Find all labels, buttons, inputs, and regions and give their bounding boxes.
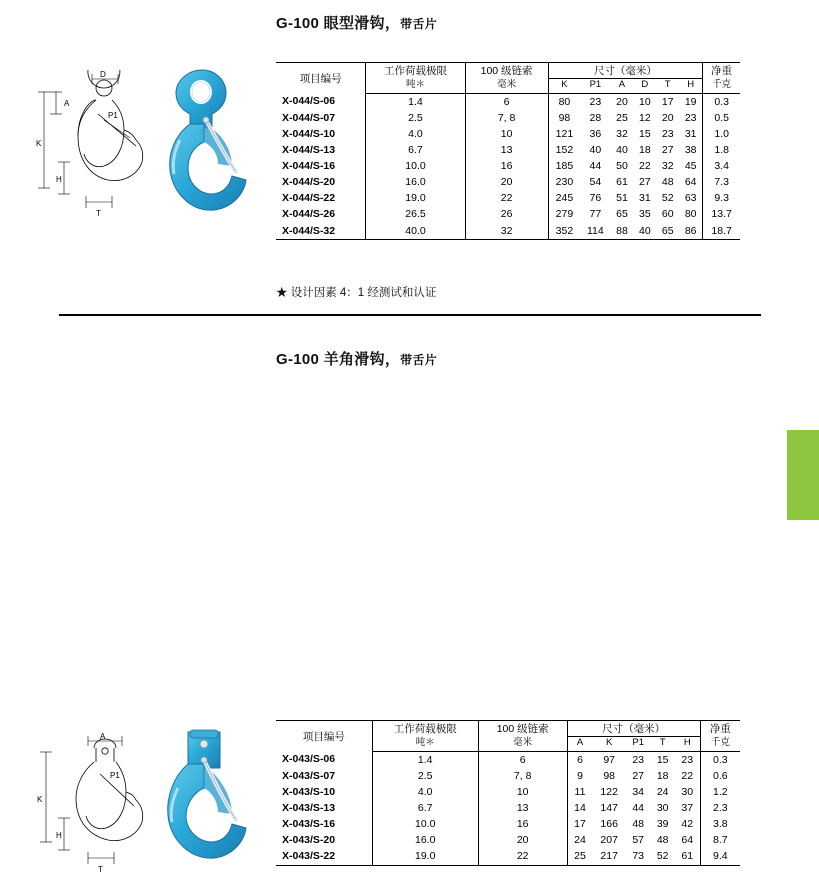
cell-dim-P1: 48 [632, 818, 645, 830]
cell-chain: 7, 8 [465, 110, 548, 126]
col-header-code: 项目编号 [276, 721, 372, 752]
dim-col-H: H [675, 737, 700, 752]
cell-dim-H: 38 [684, 143, 697, 156]
cell-dim-H: 64 [681, 834, 694, 847]
cell-chain: 22 [465, 191, 548, 207]
cell-dim-T: 52 [661, 192, 674, 205]
cell-dim-K: 122 [600, 785, 618, 798]
dim-label-A: A [100, 732, 106, 741]
cell-dim-P1: 54 [589, 176, 602, 189]
cell-wll: 4.0 [417, 785, 433, 798]
col-header-wll: 工作荷载极限 [366, 63, 465, 79]
cell-dim-A: 88 [611, 223, 634, 240]
cell-dim-K: 98 [603, 769, 615, 782]
cell-chain: 10 [465, 126, 548, 142]
table-row [276, 94, 740, 111]
cell-dim-A: 17 [567, 817, 592, 833]
table-row [276, 768, 740, 784]
cell-code: X-044/S-07 [276, 110, 366, 126]
cell-chain: 6 [478, 752, 567, 769]
dim-col-H: H [679, 79, 703, 94]
cell-dim-T: 48 [661, 176, 674, 189]
cell-dim-A: 65 [616, 208, 628, 221]
cell-dim-T: 23 [661, 127, 674, 140]
cell-dim-D: 27 [638, 176, 651, 189]
cell-weight: 0.3 [700, 752, 740, 769]
cell-code: X-043/S-16 [276, 817, 372, 833]
col-unit-wll: 吨＊ [366, 79, 465, 94]
section-title-sub: 带舌片 [400, 17, 438, 31]
cell-dim-A: 32 [616, 127, 628, 140]
col-header-chain: 100 级链索 [478, 721, 567, 737]
cell-dim-P1: 114 [580, 223, 610, 240]
cell-dim-K: 97 [603, 753, 615, 766]
cell-dim-T: 27 [661, 143, 674, 156]
cell-dim-P1: 76 [589, 192, 602, 205]
cell-weight: 7.3 [703, 175, 740, 191]
dim-label-A: A [64, 99, 70, 108]
cell-wll: 19.0 [405, 192, 426, 205]
cell-dim-T: 48 [656, 834, 669, 847]
cell-weight: 1.8 [703, 142, 740, 158]
spec-table-eye-sling-hook [276, 62, 740, 240]
col-header-dims: 尺寸（毫米） [567, 721, 700, 737]
cell-code: X-043/S-06 [276, 752, 372, 769]
col-header-code: 项目编号 [276, 63, 366, 94]
section-title-main: G-100 眼型滑钩， [276, 15, 401, 32]
cell-dim-K: 185 [548, 159, 580, 175]
section-title-sub: 带舌片 [400, 353, 438, 367]
cell-dim-K: 147 [600, 801, 618, 814]
section-title-main: G-100 羊角滑钩， [276, 351, 401, 368]
dim-col-D: D [633, 79, 656, 94]
product-photo-clevis-sling-hook [150, 722, 265, 872]
cell-code: X-043/S-10 [276, 784, 372, 800]
cell-chain: 6 [465, 94, 548, 111]
cell-wll: 26.5 [405, 208, 426, 221]
color-swatch-green [787, 430, 819, 520]
cell-chain: 13 [465, 142, 548, 158]
table-row [276, 784, 740, 800]
cell-dim-A: 51 [616, 192, 628, 205]
cell-chain: 13 [478, 800, 567, 816]
cell-dim-H: 45 [684, 160, 697, 172]
cell-code: X-044/S-10 [276, 126, 366, 142]
col-unit-chain: 毫米 [478, 737, 567, 752]
cell-weight: 1.0 [703, 126, 740, 142]
cell-dim-H: 37 [681, 801, 694, 814]
cell-code: X-044/S-26 [276, 207, 366, 223]
table-row [276, 833, 740, 849]
col-header-weight: 净重 [700, 721, 740, 737]
col-header-weight: 净重 [703, 63, 740, 79]
table-row [276, 207, 740, 223]
cell-dim-T: 39 [656, 818, 669, 830]
cell-wll: 40.0 [366, 223, 465, 240]
cell-code: X-044/S-22 [276, 191, 366, 207]
cell-dim-H: 63 [684, 192, 697, 205]
cell-dim-D: 18 [638, 143, 651, 156]
cell-weight: 8.7 [700, 833, 740, 849]
cell-chain: 26 [465, 207, 548, 223]
table-row [276, 817, 740, 833]
cell-wll: 19.0 [372, 849, 478, 866]
dim-label-K: K [36, 139, 42, 148]
cell-chain: 20 [478, 833, 567, 849]
spec-table-clevis-sling-hook [276, 720, 740, 866]
cell-wll: 1.4 [417, 753, 433, 766]
cell-dim-P1: 28 [589, 111, 602, 124]
cell-weight: 9.3 [703, 191, 740, 207]
cell-chain: 16 [478, 817, 567, 833]
dim-col-T: T [650, 737, 674, 752]
cell-dim-A: 9 [567, 768, 592, 784]
cell-wll: 10.0 [414, 818, 436, 830]
footnote-design-factor [276, 284, 436, 300]
cell-weight: 13.7 [703, 207, 740, 223]
dim-col-P1: P1 [626, 737, 650, 752]
cell-code: X-043/S-07 [276, 768, 372, 784]
cell-chain: 7, 8 [478, 768, 567, 784]
cell-dim-K: 217 [592, 849, 626, 866]
cell-chain: 10 [478, 784, 567, 800]
product-section-eye-sling-hook [0, 0, 819, 320]
cell-dim-P1: 77 [589, 208, 602, 221]
cell-dim-D: 35 [638, 208, 651, 221]
cell-dim-P1: 73 [626, 849, 650, 866]
cell-code: X-043/S-22 [276, 849, 372, 866]
cell-dim-P1: 23 [632, 753, 645, 766]
cell-dim-K: 152 [548, 142, 580, 158]
section-title [276, 12, 437, 33]
cell-dim-P1: 44 [589, 160, 602, 172]
cell-dim-T: 30 [656, 801, 669, 814]
col-header-wll: 工作荷载极限 [372, 721, 478, 737]
cell-dim-D: 12 [638, 111, 651, 124]
cell-dim-H: 22 [681, 769, 694, 782]
table-row [276, 159, 740, 175]
cell-chain: 16 [465, 159, 548, 175]
cell-dim-T: 65 [656, 223, 679, 240]
dim-label-H: H [56, 831, 62, 840]
cell-wll: 2.5 [417, 769, 433, 782]
cell-weight: 3.4 [703, 159, 740, 175]
cell-dim-P1: 23 [589, 95, 602, 108]
dim-col-P1: P1 [580, 79, 610, 94]
table-row [276, 142, 740, 158]
table-row [276, 752, 740, 769]
col-unit-weight: 千克 [703, 79, 740, 94]
cell-dim-A: 14 [567, 800, 592, 816]
cell-dim-P1: 44 [632, 801, 645, 814]
cell-dim-H: 64 [684, 176, 697, 189]
cell-dim-H: 31 [684, 127, 697, 140]
dim-label-P1: P1 [110, 771, 120, 780]
cell-dim-T: 60 [661, 208, 674, 221]
spec-table-body [276, 94, 740, 240]
cell-dim-K: 207 [600, 834, 618, 847]
cell-dim-D: 22 [638, 160, 651, 172]
cell-wll: 1.4 [408, 95, 423, 108]
cell-dim-A: 25 [616, 111, 628, 124]
cell-dim-H: 30 [681, 785, 694, 798]
product-photo-eye-sling-hook [150, 62, 265, 222]
cell-dim-K: 245 [548, 191, 580, 207]
spec-table-body [276, 752, 740, 866]
dim-col-A: A [567, 737, 592, 752]
cell-weight: 18.7 [703, 223, 740, 240]
cell-dim-A: 20 [616, 95, 628, 108]
cell-wll: 6.7 [408, 143, 423, 156]
cell-dim-K: 230 [548, 175, 580, 191]
dim-col-T: T [656, 79, 679, 94]
cell-dim-T: 18 [656, 769, 669, 782]
cell-dim-D: 31 [638, 192, 651, 205]
cell-wll: 16.0 [405, 176, 426, 189]
cell-dim-H: 80 [684, 208, 697, 221]
cell-weight: 0.3 [703, 94, 740, 111]
cell-dim-K: 121 [548, 126, 580, 142]
col-header-dims: 尺寸（毫米） [548, 63, 703, 79]
cell-dim-D: 10 [638, 95, 651, 108]
cell-dim-H: 86 [679, 223, 703, 240]
cell-dim-H: 19 [684, 95, 697, 108]
dim-label-T: T [96, 209, 101, 218]
cell-dim-A: 40 [616, 143, 628, 156]
cell-dim-D: 40 [633, 223, 656, 240]
section-title [276, 348, 437, 369]
product-section-clevis-sling-hook [0, 322, 819, 872]
cell-dim-D: 15 [638, 127, 651, 140]
cell-dim-A: 6 [567, 752, 592, 769]
cell-dim-A: 25 [567, 849, 592, 866]
cell-dim-P1: 34 [632, 785, 645, 798]
cell-wll: 6.7 [417, 801, 433, 814]
cell-dim-K: 352 [548, 223, 580, 240]
dim-label-P1: P1 [108, 111, 118, 120]
dim-col-K: K [592, 737, 626, 752]
cell-code: X-044/S-32 [276, 223, 366, 240]
cell-weight: 1.2 [700, 784, 740, 800]
cell-wll: 2.5 [408, 111, 423, 124]
cell-dim-T: 52 [650, 849, 674, 866]
dim-label-H: H [56, 175, 62, 184]
dim-label-T: T [98, 865, 103, 872]
cell-weight: 9.4 [700, 849, 740, 866]
cell-dim-H: 61 [675, 849, 700, 866]
cell-code: X-044/S-06 [276, 94, 366, 111]
dim-label-D: D [100, 70, 106, 79]
table-row [276, 191, 740, 207]
cell-dim-T: 24 [656, 785, 669, 798]
cell-dim-P1: 27 [632, 769, 645, 782]
table-row [276, 223, 740, 240]
cell-chain: 32 [465, 223, 548, 240]
cell-dim-H: 23 [681, 753, 694, 766]
cell-dim-H: 42 [681, 818, 694, 830]
table-row [276, 175, 740, 191]
table-row [276, 800, 740, 816]
cell-dim-K: 166 [600, 818, 618, 830]
cell-dim-T: 32 [661, 160, 674, 172]
cell-code: X-043/S-13 [276, 800, 372, 816]
col-unit-wll: 吨＊ [372, 737, 478, 752]
cell-dim-K: 98 [548, 110, 580, 126]
cell-weight: 3.8 [700, 817, 740, 833]
footnote-text: ★ 设计因素 4：1 经测试和认证 [276, 287, 437, 299]
col-unit-chain: 毫米 [465, 79, 548, 94]
cell-dim-P1: 40 [589, 143, 602, 156]
cell-dim-P1: 57 [632, 834, 645, 847]
dim-col-K: K [548, 79, 580, 94]
cell-wll: 4.0 [408, 127, 423, 140]
cell-dim-A: 50 [616, 160, 628, 172]
cell-dim-A: 61 [616, 176, 628, 189]
cell-wll: 10.0 [405, 160, 426, 172]
cell-dim-T: 17 [661, 95, 674, 108]
dim-col-A: A [611, 79, 634, 94]
cell-code: X-043/S-20 [276, 833, 372, 849]
cell-code: X-044/S-20 [276, 175, 366, 191]
cell-chain: 20 [465, 175, 548, 191]
cell-dim-K: 80 [548, 94, 580, 111]
table-row [276, 126, 740, 142]
cell-weight: 0.5 [703, 110, 740, 126]
cell-dim-T: 20 [661, 111, 674, 124]
table-row [276, 110, 740, 126]
section-divider [59, 314, 761, 316]
dim-label-K: K [37, 795, 43, 804]
table-row [276, 849, 740, 866]
cell-code: X-044/S-13 [276, 142, 366, 158]
cell-dim-T: 15 [656, 753, 669, 766]
cell-code: X-044/S-16 [276, 159, 366, 175]
cell-dim-A: 11 [567, 784, 592, 800]
cell-weight: 0.6 [700, 768, 740, 784]
cell-dim-H: 23 [684, 111, 697, 124]
cell-wll: 16.0 [414, 834, 436, 847]
cell-chain: 22 [478, 849, 567, 866]
cell-dim-A: 24 [567, 833, 592, 849]
cell-weight: 2.3 [700, 800, 740, 816]
cell-dim-P1: 36 [589, 127, 602, 140]
cell-dim-K: 279 [548, 207, 580, 223]
col-unit-weight: 千克 [700, 737, 740, 752]
col-header-chain: 100 级链索 [465, 63, 548, 79]
